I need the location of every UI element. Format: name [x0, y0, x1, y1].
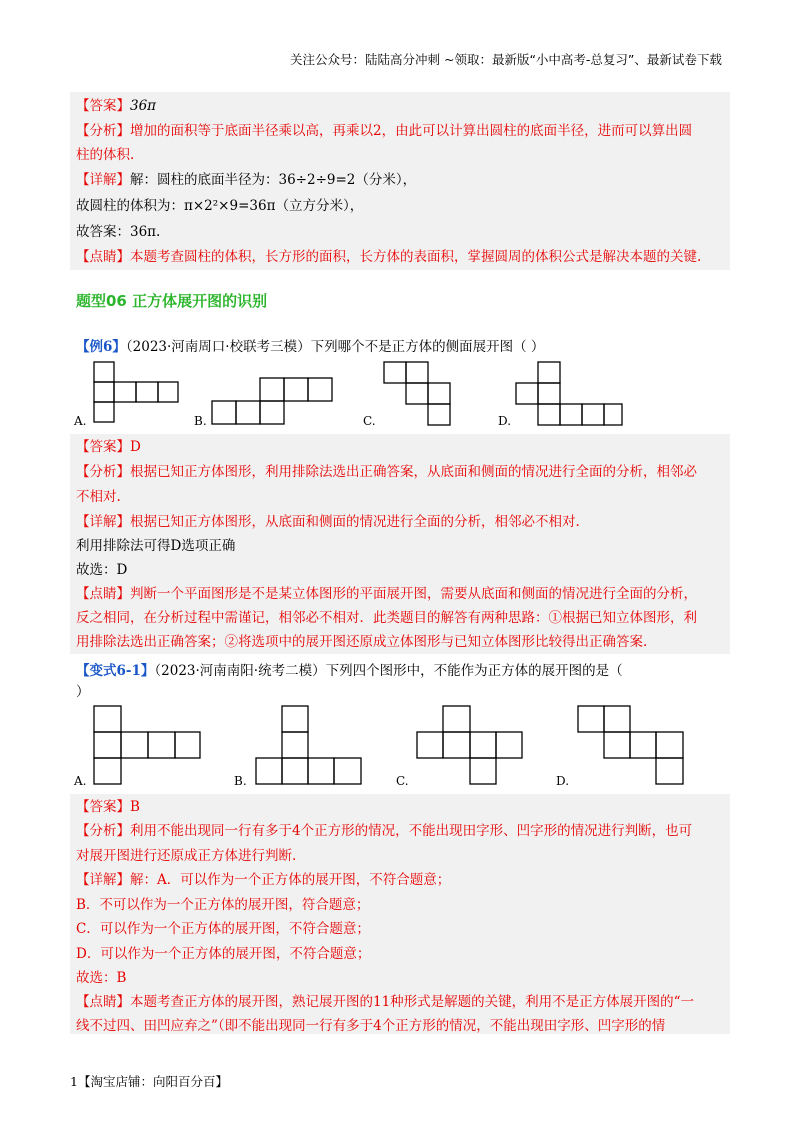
section-title: 题型06 正方体展开图的识别 — [76, 292, 268, 310]
v61-option-d-label: D. — [556, 774, 570, 788]
ex6-option-d-label: D. — [498, 414, 512, 428]
v61-option-c-label: C. — [396, 774, 409, 788]
v61-comment-line: 【点睛】本题考查正方体的展开图，熟记展开图的11种形式是解题的关键，利用不是正方体展开图的“一 — [76, 994, 695, 1010]
page-header: 关注公众号：陆陆高分冲刺 ~领取：最新版“小中高考-总复习”、最新试卷下载 — [290, 52, 722, 67]
v61-option-b-label: B. — [234, 774, 247, 788]
v61-option-a-label: A. — [74, 774, 87, 788]
v61-figure-c — [417, 706, 522, 784]
ex6-figure-d — [516, 362, 622, 425]
ex6-answer-line: 【答案】D — [76, 439, 141, 455]
v61-figure-a — [94, 706, 200, 784]
ex6-option-figures — [70, 358, 730, 430]
ex6-analysis-line-2: 不相对. — [76, 489, 121, 505]
v61-comment-line-2: 线不过四、田凹应弃之”（即不能出现同一行有多于4个正方形的情况，不能出现田字形、凹字形的情 — [76, 1018, 666, 1034]
ex6-comment-line: 【点睛】判断一个平面图形是不是某立体图形的平面展开图，需要从底面和侧面的情况进行全面的分析， — [76, 586, 697, 602]
ex6-figure-b — [212, 378, 332, 424]
v61-figure-d — [578, 706, 683, 784]
ex6-comment-line-3: 用排除法选出正确答案；②将选项中的展开图还原成立体图形与已知立体图形比较得出正确答案. — [76, 634, 648, 650]
ex6-option-b-label: B. — [194, 414, 207, 428]
prev-comment-line: 【点睛】本题考查圆柱的体积，长方形的面积，长方体的表面积，掌握圆周的体积公式是解决本题的关键. — [76, 249, 702, 265]
v61-detail-line-3: C．可以作为一个正方体的展开图，不符合题意； — [76, 921, 370, 937]
v61-figure-b — [256, 706, 361, 784]
v61-answer-line: 【答案】B — [76, 799, 140, 815]
v61-detail-line: 【详解】解：A．可以作为一个正方体的展开图，不符合题意； — [76, 872, 451, 888]
prev-detail-line-3: 故答案：36π. — [76, 224, 161, 240]
ex6-figure-a — [94, 362, 178, 422]
ex6-figure-c — [384, 362, 450, 425]
prev-detail-line: 【详解】解：圆柱的底面半径为：36÷2÷9=2（分米）， — [76, 172, 417, 188]
ex6-analysis-line: 【分析】根据已知正方体图形，利用排除法选出正确答案，从底面和侧面的情况进行全面的分析，相邻必 — [76, 464, 697, 480]
ex6-detail-line-2: 利用排除法可得D选项正确 — [76, 538, 236, 554]
v61-analysis-line: 【分析】利用不能出现同一行有多于4个正方形的情况，不能出现田字形、凹字形的情况进行判断，也可 — [76, 823, 693, 839]
v61-detail-line-2: B．不可以作为一个正方体的展开图，符合题意； — [76, 897, 370, 913]
prev-detail-line-2: 故圆柱的体积为：π×2²×9=36π（立方分米）， — [76, 198, 364, 214]
ex6-option-c-label: C. — [363, 414, 376, 428]
ex6-stem: 【例6】（2023·河南周口·校联考三模）下列哪个不是正方体的侧面展开图（ ） — [76, 339, 545, 355]
prev-analysis-line: 【分析】增加的面积等于底面半径乘以高，再乘以2，由此可以计算出圆柱的底面半径，进而可以算出圆 — [76, 123, 693, 139]
ex6-option-a-label: A. — [74, 414, 87, 428]
v61-detail-line-5: 故选：B — [76, 970, 127, 986]
v61-analysis-line-2: 对展开图进行还原成正方体进行判断. — [76, 848, 297, 864]
ex6-detail-line-3: 故选：D — [76, 562, 128, 578]
v61-stem-2: ） — [76, 684, 90, 700]
v61-detail-line-4: D．可以作为一个正方体的展开图，不符合题意； — [76, 946, 371, 962]
ex6-comment-line-2: 反之相同，在分析过程中需谨记，相邻必不相对．此类题目的解答有两种思路：①根据已知立体图形，利 — [76, 610, 697, 626]
ex6-detail-line: 【详解】根据已知正方体图形，从底面和侧面的情况进行全面的分析，相邻必不相对. — [76, 514, 580, 530]
v61-stem: 【变式6-1】（2023·河南南阳·统考二模）下列四个图形中，不能作为正方体的展开图的是（ — [76, 663, 623, 679]
prev-answer-line: 【答案】36π — [76, 98, 157, 114]
prev-analysis-line-2: 柱的体积. — [76, 147, 135, 163]
page-footer: 1【淘宝店铺：向阳百分百】 — [70, 1074, 228, 1089]
